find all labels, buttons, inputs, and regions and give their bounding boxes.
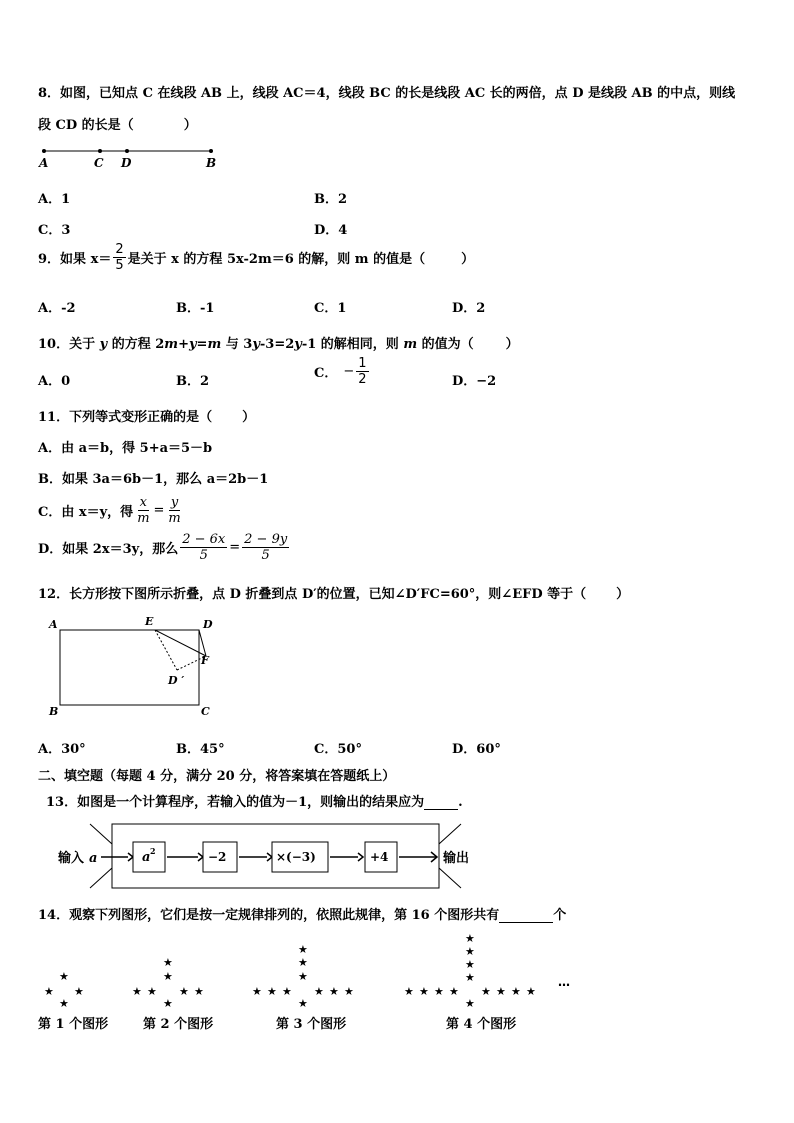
star-icon: ★ — [179, 985, 189, 998]
q14-stem-prefix: 14．观察下列图形，它们是按一定规律排列的，依照此规律，第 16 个图形共有 — [38, 908, 500, 923]
label-f: F — [201, 654, 209, 667]
label-d: D — [203, 618, 213, 631]
q13-end: . — [458, 795, 463, 810]
q11-option-b: B．如果 3a＝6b－1，那么 a＝2b－1 — [38, 472, 269, 487]
q8-segment-diagram — [30, 142, 230, 172]
q10-text-8: 的值为（ — [417, 337, 474, 352]
q8-option-d: D．4 — [314, 223, 348, 238]
point-b-label: B — [206, 156, 217, 170]
q11-stem-text: 11．下列等式变形正确的是（ — [38, 410, 213, 425]
ellipsis: … — [558, 975, 570, 989]
q14-caption-1: 第 1 个图形 — [38, 1017, 109, 1032]
q10-text-3: + — [178, 337, 189, 352]
q10-stem — [38, 333, 519, 352]
q12-stem-text: 12．长方形按下图所示折叠，点 D 折叠到点 D′的位置，已知∠D′FC=60°，则∠EFD 等于（ — [38, 587, 587, 602]
star-icon: ★ — [194, 985, 204, 998]
q9-frac-num: 2 — [115, 242, 124, 257]
q9-option-c: C．1 — [314, 301, 347, 316]
arrow-1-head — [128, 853, 133, 861]
star-icon: ★ — [314, 985, 324, 998]
star-icon: ★ — [496, 985, 506, 998]
q9-suffix: 是关于 x 的方程 5x-2m＝6 的解，则 m 的值是（ — [127, 252, 426, 267]
q11-option-c — [38, 496, 185, 525]
arrow-4-head — [358, 853, 363, 861]
label-c: C — [201, 705, 210, 718]
star-icon: ★ — [252, 985, 262, 998]
star-icon: ★ — [59, 997, 69, 1010]
q14-caption-3: 第 3 个图形 — [276, 1017, 347, 1032]
q10-var-y2: y — [188, 337, 197, 352]
q11-option-d-num2: 2 − 9y — [244, 532, 288, 547]
q10-text-7: -1 的解相同，则 — [301, 337, 404, 352]
output-label: 输出 — [443, 851, 470, 866]
box-plus-four-text: +4 — [370, 850, 389, 864]
q11-option-d — [38, 533, 291, 562]
q8-option-c: C．3 — [38, 223, 71, 238]
star-icon: ★ — [298, 997, 308, 1010]
q11-option-d-num1: 2 − 6x — [182, 532, 226, 547]
q8-line1: 8．如图，已知点 C 在线段 AB 上，线段 AC＝4，线段 BC 的长是线段 AC 长的两倍，点 D 是线段 AB 的中点，则线 — [38, 86, 736, 101]
box-square-base: a — [142, 850, 151, 865]
q10-option-c-num: 1 — [358, 356, 367, 371]
q13-stem — [46, 791, 463, 810]
q8-line2 — [38, 114, 197, 133]
star-icon: ★ — [298, 970, 308, 983]
input-label: 输入 — [58, 851, 85, 866]
fold-line-ef — [155, 630, 206, 656]
star-icon: ★ — [298, 943, 308, 956]
q9-fraction — [113, 243, 125, 272]
top-frame — [112, 824, 439, 844]
q14-answer-blank[interactable] — [499, 909, 553, 923]
q10-text-4: = — [196, 337, 208, 352]
arrow-3-head — [267, 853, 272, 861]
q9-option-a: A．-2 — [38, 301, 76, 316]
q10-var-y4: y — [294, 337, 302, 352]
q14-stem-suffix: 个 — [553, 908, 567, 923]
q10-option-c-sign: − — [343, 364, 355, 379]
star-icon: ★ — [481, 985, 491, 998]
q12-option-a: A．30° — [38, 742, 86, 757]
q12-option-b: B．45° — [176, 742, 225, 757]
q9-option-b: B．-1 — [176, 301, 215, 316]
point-a-dot — [42, 149, 46, 153]
q11-option-a: A．由 a＝b，得 5+a＝5－b — [38, 441, 213, 456]
q11-close: ） — [242, 410, 256, 425]
q12-option-d: D．60° — [452, 742, 501, 757]
q11-option-c-frac1 — [135, 496, 151, 525]
q11-option-d-frac1 — [180, 533, 227, 562]
q11-option-c-num2: y — [170, 495, 179, 510]
q10-option-c-label: C． — [314, 366, 338, 381]
star-icon: ★ — [267, 985, 277, 998]
q9-close: ） — [461, 252, 475, 267]
q10-close: ） — [505, 337, 519, 352]
q11-option-c-frac2 — [166, 496, 182, 525]
q10-option-c-fraction — [356, 357, 368, 386]
q10-var-y: y — [99, 337, 108, 352]
point-a-label: A — [39, 156, 49, 170]
q11-option-d-prefix: D．如果 2x＝3y，那么 — [38, 542, 179, 557]
star-icon: ★ — [434, 985, 444, 998]
q8-line2-suffix: ） — [183, 118, 197, 133]
q11-stem — [38, 406, 255, 425]
q13-stem-text: 13．如图是一个计算程序，若输入的值为－1，则输出的结果应为 — [46, 795, 425, 810]
q10-text-6: -3=2 — [259, 337, 295, 352]
star-icon: ★ — [465, 945, 475, 958]
label-a: A — [49, 618, 58, 631]
q13-answer-blank[interactable] — [424, 796, 458, 810]
q9-frac-den: 5 — [115, 258, 124, 273]
star-icon: ★ — [163, 997, 173, 1010]
star-icon: ★ — [44, 985, 54, 998]
q12-stem — [38, 583, 629, 602]
star-icon: ★ — [59, 970, 69, 983]
star-icon: ★ — [132, 985, 142, 998]
q10-var-m3: m — [403, 337, 418, 352]
q11-option-c-prefix: C．由 x＝y，得 — [38, 505, 134, 520]
point-b-dot — [209, 149, 213, 153]
q11-option-d-frac2 — [242, 533, 289, 562]
q10-text-2: 的方程 2 — [107, 337, 165, 352]
q8-line2-prefix: 段 CD 的长是（ — [38, 118, 134, 133]
q11-option-c-eq: = — [153, 503, 165, 518]
star-icon: ★ — [465, 971, 475, 984]
arrow-2-head — [198, 853, 203, 861]
star-icon: ★ — [344, 985, 354, 998]
star-icon: ★ — [282, 985, 292, 998]
segment-fd — [199, 630, 206, 656]
star-icon: ★ — [449, 985, 459, 998]
star-icon: ★ — [147, 985, 157, 998]
box-square-exp: 2 — [150, 846, 156, 856]
star-icon: ★ — [419, 985, 429, 998]
star-icon: ★ — [163, 970, 173, 983]
star-icon: ★ — [465, 932, 475, 945]
q10-text-5: 与 3 — [221, 337, 253, 352]
point-c-dot — [98, 149, 102, 153]
star-icon: ★ — [298, 956, 308, 969]
q14-caption-4: 第 4 个图形 — [446, 1017, 517, 1032]
star-icon: ★ — [404, 985, 414, 998]
q11-option-d-eq: = — [229, 540, 241, 555]
q10-option-c — [314, 357, 371, 386]
q10-text-1: 10．关于 — [38, 337, 100, 352]
q8-option-b: B．2 — [314, 192, 348, 207]
q11-option-d-den1: 5 — [199, 548, 208, 563]
q10-option-b: B．2 — [176, 374, 210, 389]
star-icon: ★ — [74, 985, 84, 998]
section2-title: 二、填空题（每题 4 分，满分 20 分，将答案填在答题纸上） — [38, 769, 396, 784]
q8-option-a: A．1 — [38, 192, 71, 207]
box-minus-two-text: −2 — [208, 850, 227, 864]
q10-option-a: A．0 — [38, 374, 71, 389]
input-var: a — [89, 851, 98, 866]
q9-prefix: 9．如果 x＝ — [38, 252, 112, 267]
q13-program-flowchart — [55, 822, 475, 892]
label-b: B — [49, 705, 59, 718]
q10-option-d: D．−2 — [452, 374, 497, 389]
q10-option-c-den: 2 — [358, 372, 367, 387]
box-times-neg-three-text: ×(−3) — [276, 850, 316, 864]
q11-option-c-num1: x — [139, 495, 148, 510]
star-icon: ★ — [511, 985, 521, 998]
q10-var-y3: y — [252, 337, 260, 352]
star-icon: ★ — [526, 985, 536, 998]
q12-fold-diagram — [44, 614, 224, 720]
star-icon: ★ — [465, 997, 475, 1010]
q11-option-c-den1: m — [137, 511, 150, 526]
q10-var-m: m — [164, 337, 179, 352]
q12-option-c: C．50° — [314, 742, 362, 757]
q11-option-c-den2: m — [168, 511, 181, 526]
point-d-label: D — [121, 156, 132, 170]
star-icon: ★ — [163, 956, 173, 969]
label-e: E — [145, 615, 154, 628]
star-icon: ★ — [329, 985, 339, 998]
q9-stem — [38, 243, 474, 272]
q14-stem — [38, 904, 566, 923]
star-icon: ★ — [465, 958, 475, 971]
q12-close: ） — [616, 587, 630, 602]
point-d-dot — [125, 149, 129, 153]
q10-var-m2: m — [207, 337, 222, 352]
point-c-label: C — [94, 156, 104, 170]
q9-option-d: D．2 — [452, 301, 486, 316]
q14-caption-2: 第 2 个图形 — [143, 1017, 214, 1032]
label-d-prime: D ′ — [168, 674, 185, 687]
q11-option-d-den2: 5 — [261, 548, 270, 563]
